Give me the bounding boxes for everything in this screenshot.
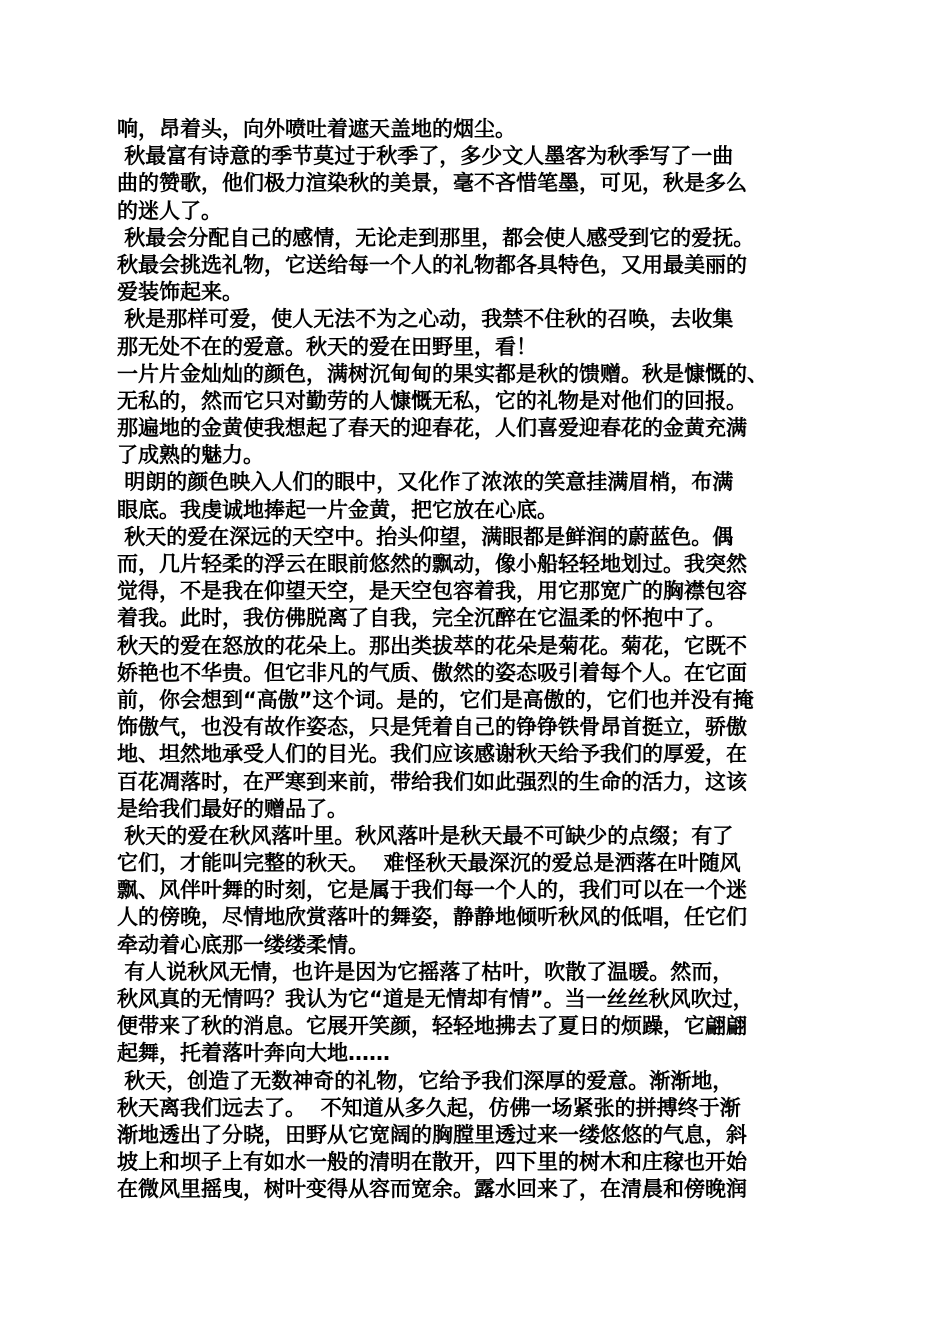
text-line: 秋最富有诗意的季节莫过于秋季了，多少文人墨客为秋季写了一曲 <box>117 144 734 169</box>
document-body <box>117 116 839 1204</box>
text-line: 人的傍晚，尽情地欣赏落叶的舞姿，静静地倾听秋风的低唱，任它们 <box>117 905 747 930</box>
text-line: 秋天的爱在深远的天空中。抬头仰望，满眼都是鲜润的蔚蓝色。偶 <box>117 524 734 549</box>
text-line: 秋是那样可爱，使人无法不为之心动，我禁不住秋的召唤，去收集 <box>117 307 734 332</box>
text-line: 明朗的颜色映入人们的眼中，又化作了浓浓的笑意挂满眉梢，布满 <box>117 470 734 495</box>
text-line: 坡上和坝子上有如水一般的清明在散开，四下里的树木和庄稼也开始 <box>117 1150 747 1175</box>
text-line: 起舞，托着落叶奔向大地…… <box>117 1041 390 1066</box>
text-line: 无私的，然而它只对勤劳的人慷慨无私，它的礼物是对他们的回报。 <box>117 388 747 413</box>
text-line: 便带来了秋的消息。它展开笑颜，轻轻地拂去了夏日的烦躁，它翩翩 <box>117 1014 747 1039</box>
text-line: 在微风里摇曳，树叶变得从容而宽余。露水回来了，在清晨和傍晚润 <box>117 1177 747 1202</box>
text-line: 渐地透出了分晓，田野从它宽阔的胸膛里透过来一缕悠悠的气息，斜 <box>117 1122 747 1147</box>
text-line: 着我。此时，我仿佛脱离了自我，完全沉醉在它温柔的怀抱中了。 <box>117 606 726 631</box>
text-line: 前，你会想到“高傲”这个词。是的，它们是高傲的，它们也并没有掩 <box>117 687 754 712</box>
text-line: 秋最会分配自己的感情，无论走到那里，都会使人感受到它的爱抚。 <box>117 225 755 250</box>
text-line: 秋天离我们远去了。 不知道从多久起，仿佛一场紧张的拼搏终于渐 <box>117 1095 741 1120</box>
text-line: 牵动着心底那一缕缕柔情。 <box>117 932 369 957</box>
text-line: 秋天，创造了无数神奇的礼物，它给予我们深厚的爱意。渐渐地， <box>117 1068 734 1093</box>
text-line: 百花凋落时，在严寒到来前，带给我们如此强烈的生命的活力，这该 <box>117 769 747 794</box>
text-line: 那遍地的金黄使我想起了春天的迎春花，人们喜爱迎春花的金黄充满 <box>117 416 747 441</box>
text-line: 地、坦然地承受人们的目光。我们应该感谢秋天给予我们的厚爱，在 <box>117 742 747 767</box>
text-line: 秋天的爱在怒放的花朵上。那出类拔萃的花朵是菊花。菊花，它既不 <box>117 633 747 658</box>
text-line: 饰傲气，也没有故作姿态，只是凭着自己的铮铮铁骨昂首挺立，骄傲 <box>117 715 747 740</box>
text-line: 爱装饰起来。 <box>117 280 243 305</box>
text-line: 眼底。我虔诚地捧起一片金黄，把它放在心底。 <box>117 497 558 522</box>
text-line: 秋风真的无情吗？我认为它“道是无情却有情”。当一丝丝秋风吹过， <box>117 987 754 1011</box>
text-line: 它们，才能叫完整的秋天。 难怪秋天最深沉的爱总是洒落在叶随风 <box>117 851 741 876</box>
text-line: 曲的赞歌，他们极力渲染秋的美景，毫不吝惜笔墨，可见，秋是多么 <box>117 171 747 196</box>
text-line: 响，昂着头，向外喷吐着遮天盖地的烟尘。 <box>117 117 516 141</box>
text-line: 而，几片轻柔的浮云在眼前悠然的飘动，像小船轻轻地划过。我突然 <box>117 552 747 576</box>
text-line: 秋天的爱在秋风落叶里。秋风落叶是秋天最不可缺少的点缀；有了 <box>117 823 734 848</box>
text-line: 秋最会挑选礼物，它送给每一个人的礼物都各具特色，又用最美丽的 <box>117 252 747 277</box>
text-line: 了成熟的魅力。 <box>117 443 264 468</box>
text-line: 有人说秋风无情，也许是因为它摇落了枯叶，吹散了温暖。然而， <box>117 959 734 984</box>
text-line: 是给我们最好的赠品了。 <box>117 796 348 821</box>
text-line: 一片片金灿灿的颜色，满树沉甸甸的果实都是秋的馈赠。秋是慷慨的、 <box>117 361 768 386</box>
text-line: 飘、风伴叶舞的时刻，它是属于我们每一个人的，我们可以在一个迷 <box>117 878 747 903</box>
text-line: 觉得，不是我在仰望天空，是天空包容着我，用它那宽广的胸襟包容 <box>117 579 747 604</box>
text-line: 那无处不在的爱意。秋天的爱在田野里，看！ <box>117 334 537 359</box>
text-line: 娇艳也不华贵。但它非凡的气质、傲然的姿态吸引着每个人。在它面 <box>117 660 747 685</box>
text-line: 的迷人了。 <box>117 198 222 223</box>
